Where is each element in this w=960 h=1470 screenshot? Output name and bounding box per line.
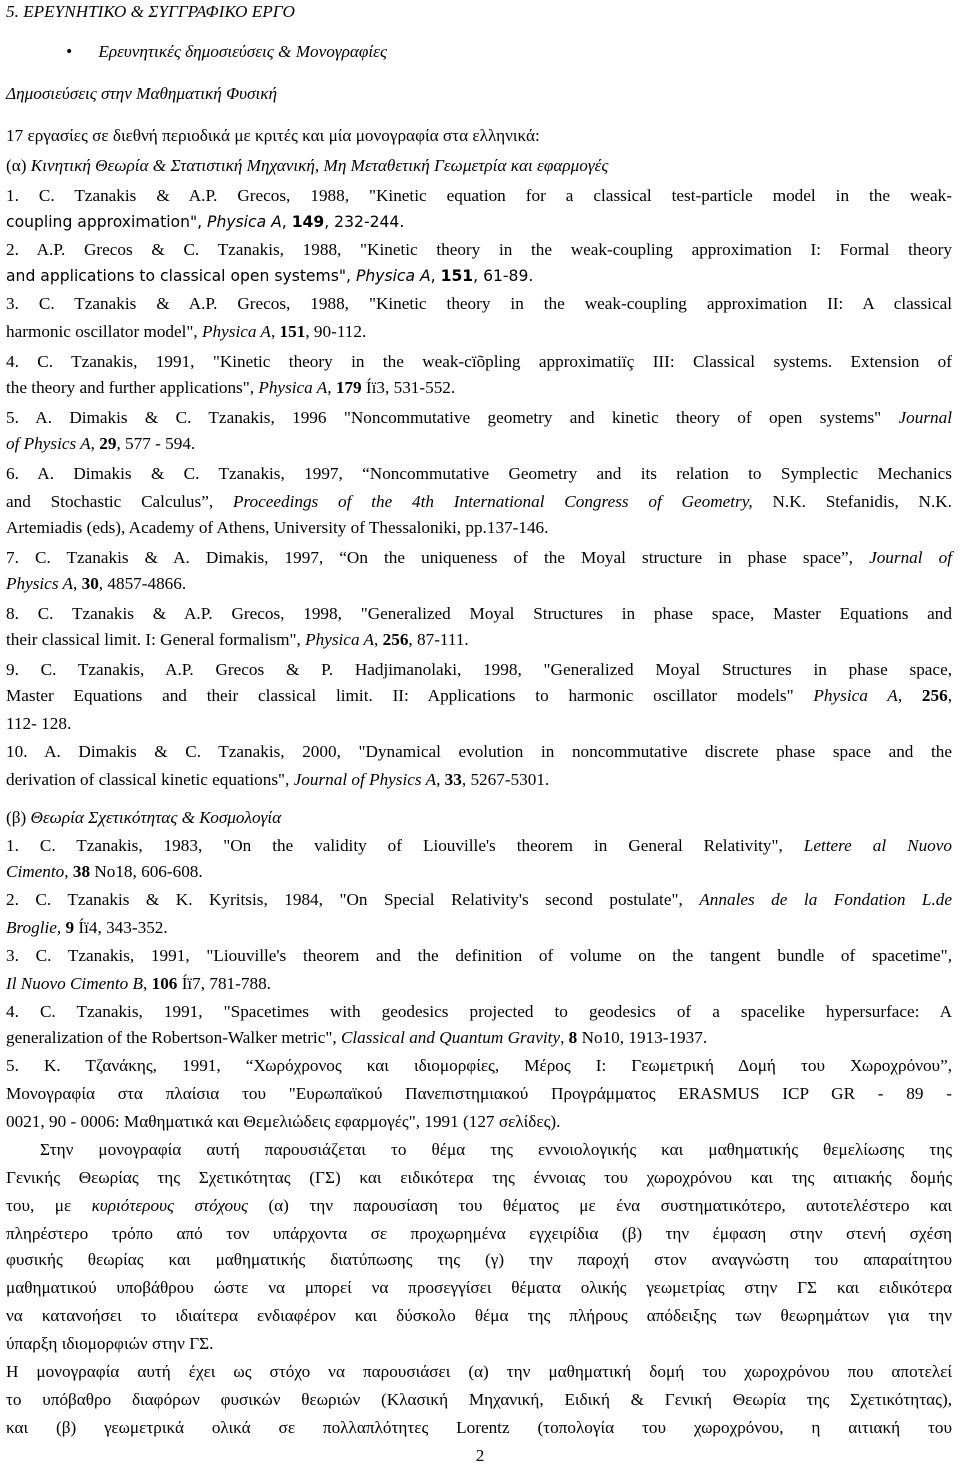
pub-a1-line1: 1. C. Tzanakis & A.P. Grecos, 1988, "Kinetic equation for a classical test-particle model in the weak- (6, 186, 952, 205)
pub-a3-line2: harmonic oscillator model", Physica A, 151, 90-112. (6, 322, 367, 341)
pub-b1-line2: Cimento, 38 No18, 606-608. (6, 862, 203, 881)
bullet-text: Ερευνητικές δημοσιεύσεις & Μονογραφίες (98, 42, 387, 61)
pub-a6-line1: 6. A. Dimakis & C. Tzanakis, 1997, “Noncommutative Geometry and its relation to Symplectic Mechanics (6, 464, 952, 483)
pub-a9-line1: 9. C. Tzanakis, A.P. Grecos & P. Hadjimanolaki, 1998, "Generalized Moyal Structures in phase space, (6, 660, 952, 679)
pub-a2-line1-full: 2. A.P. Grecos & C. Tzanakis, 1988, "Kinetic theory in the weak-coupling approximation I: Formal theory (6, 240, 952, 259)
para1-line4: πληρέστερο τρόπο από τον υπάρχοντα σε προχωρημένα εγχειρίδια (β) την έμφαση στην στενή σχέση (6, 1224, 952, 1243)
bullet-item (66, 42, 387, 62)
pub-a3-line1: 3. C. Tzanakis & A.P. Grecos, 1988, "Kinetic theory in the weak-coupling approximation II: A classical (6, 294, 952, 313)
pub-a2-line2: and applications to classical open systems", Physica A, 151, 61-89. (6, 267, 534, 285)
pub-b5-line2: Μονογραφία στα πλαίσια του "Ευρωπαϊκού Πανεπιστημιακού Προγράμματος ERASMUS ICP GR - 89 - (6, 1084, 952, 1103)
pub-b2-line1: 2. C. Tzanakis & K. Kyritsis, 1984, "On Special Relativity's second postulate", Annales de la Fondation L.de (6, 890, 953, 909)
group-a-heading: (α) Κινητική Θεωρία & Στατιστική Μηχανική, Μη Μεταθετική Γεωμετρία και εφαρμογές (6, 156, 609, 175)
pub-a8-line2: their classical limit. I: General formalism", Physica A, 256, 87-111. (6, 630, 469, 649)
para2-line1: Η μονογραφία αυτή έχει ως στόχο να παρουσιάσει (α) την μαθηματική δομή του χωροχρόνου που αποτελεί (6, 1362, 952, 1381)
para2-line2: το υπόβαθρο διαφόρων φυσικών θεωριών (Κλασική Μηχανική, Ειδική & Γενική Θεωρία της Σχετικότητας), (6, 1390, 952, 1409)
para1-line6: μαθηματικού υποβάθρου ώστε να μπορεί να προσεγγίσει θέματα ολικής γεωμετρίας στην ΓΣ και ειδικότερα (6, 1278, 952, 1297)
pub-b5-line1: 5. Κ. Τζανάκης, 1991, “Χωρόχρονος και ιδιομορφίες, Μέρος Ι: Γεωμετρική Δομή του Χωροχρόνου”, (6, 1056, 952, 1075)
pub-a5-line2: of Physics A, 29, 577 - 594. (6, 434, 196, 453)
pub-a1-line2: coupling approximation", Physica A, 149, 232-244. (6, 213, 405, 231)
para1-line8: ύπαρξη ιδιομορφιών στην ΓΣ. (6, 1334, 214, 1353)
pub-a10-line2: derivation of classical kinetic equations", Journal of Physics A, 33, 5267-5301. (6, 770, 550, 789)
pub-a7-line1: 7. C. Tzanakis & A. Dimakis, 1997, “On the uniqueness of the Moyal structure in phase space”, Journal of (6, 548, 952, 567)
pub-a10-line1: 10. A. Dimakis & C. Tzanakis, 2000, "Dynamical evolution in noncommutative discrete phase space and the (6, 742, 952, 761)
group-b-heading: (β) Θεωρία Σχετικότητας & Κοσμολογία (6, 808, 282, 827)
page-number: 2 (475, 1446, 485, 1465)
pub-a4-line1: 4. C. Tzanakis, 1991, "Kinetic theory in the weak-cïõpling approximatiïç III: Classical systems. Extension of (6, 352, 952, 371)
pub-a4-line2: the theory and further applications", Physica A, 179 Íï3, 531-552. (6, 378, 456, 397)
pub-a8-line1: 8. C. Tzanakis & A.P. Grecos, 1998, "Generalized Moyal Structures in phase space, Master Equations and (6, 604, 952, 623)
para2-line3: και (β) γεωμετρικά ολικά σε πολλαπλότητες Lorentz (τοπολογία του χωροχρόνου, η αιτιακή του (6, 1418, 952, 1437)
pub-a5-line1: 5. A. Dimakis & C. Tzanakis, 1996 "Noncommutative geometry and kinetic theory of open systems" Journal (6, 408, 952, 427)
para1-line2: Γενικής Θεωρίας της Σχετικότητας (ΓΣ) και ειδικότερα της έννοιας του χωροχρόνου και της αιτιακής δομής (6, 1168, 952, 1187)
pub-a6-line2: and Stochastic Calculus”, Proceedings of the 4th International Congress of Geometry, N.K. Stefanidis, N.K. (6, 492, 952, 511)
para1-line1: Στην μονογραφία αυτή παρουσιάζεται το θέμα της εννοιολογικής και μαθηματικής θεμελίωσης της (40, 1140, 952, 1159)
para1-line5: φυσικής θεωρίας και μαθηματικής διατύπωσης της (γ) την παροχή στον αναγνώστη του απαραίτητου (6, 1250, 952, 1269)
pub-b3-line2: Il Nuovo Cimento B, 106 Íï7, 781-788. (6, 974, 271, 993)
bullet-icon: • (66, 42, 73, 61)
section-title: 5. ΕΡΕΥΝΗΤΙΚΟ & ΣΥΓΓΡΑΦΙΚΟ ΕΡΓΟ (6, 2, 295, 21)
pub-b4-line1: 4. C. Tzanakis, 1991, "Spacetimes with geodesics projected to geodesics of a spacelike hypersurface: A (6, 1002, 952, 1021)
pub-b4-line2: generalization of the Robertson-Walker metric", Classical and Quantum Gravity, 8 No10, 1913-1937. (6, 1028, 708, 1047)
pub-b5-line3: 0021, 90 - 0006: Μαθηματικά και Θεμελιώδεις εφαρμογές", 1991 (127 σελίδες). (6, 1112, 561, 1131)
pub-a9-line3: 112- 128. (6, 714, 72, 733)
pub-b1-line1: 1. C. Tzanakis, 1983, "On the validity of Liouville's theorem in General Relativity", Lettere al Nuovo (6, 836, 952, 855)
para1-line3: του, με κυριότερους στόχους (α) την παρουσίαση του θέματος με ένα συστηματικότερο, αυτοτελέστερο και (6, 1196, 952, 1215)
pub-b2-line2: Broglie, 9 Íï4, 343-352. (6, 918, 168, 937)
pub-a7-line2: Physics A, 30, 4857-4866. (6, 574, 187, 593)
pub-b3-line1: 3. C. Tzanakis, 1991, "Liouville's theorem and the definition of volume on the tangent bundle of spacetime", (6, 946, 952, 965)
intro-text: 17 εργασίες σε διεθνή περιοδικά με κριτές και μία μονογραφία στα ελληνικά: (6, 126, 540, 145)
pub-a6-line3: Artemiadis (eds), Academy of Athens, University of Thessaloniki, pp.137-146. (6, 518, 549, 537)
para1-line7: να κατανοήσει το ιδιαίτερα ενδιαφέρον και δύσκολο θέμα της πλήρους απόδειξης των θεωρημάτων για την (6, 1306, 952, 1325)
pub-a9-line2: Master Equations and their classical limit. II: Applications to harmonic oscillator models" Physica A, 256, (6, 686, 952, 705)
subheading: Δημοσιεύσεις στην Μαθηματική Φυσική (6, 84, 278, 103)
